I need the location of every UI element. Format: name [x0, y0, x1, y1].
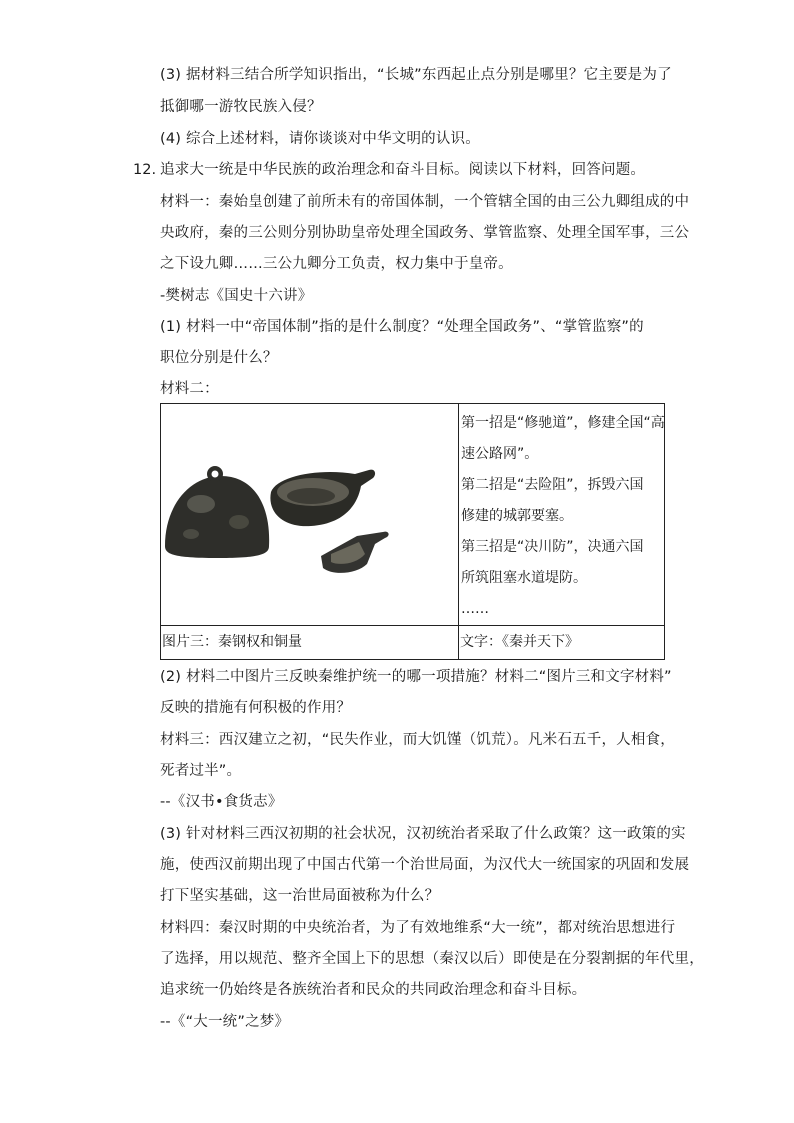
q11-part4: (4) 综合上述材料，请你谈谈对中华文明的认识。: [160, 131, 480, 147]
q12-part2-line2: 反映的措施有何积极的作用？: [160, 700, 352, 716]
material2-table: [160, 403, 665, 660]
q12-part3-line3: 打下坚实基础，这一治世局面被称为什么？: [160, 888, 440, 904]
material4-line3: 追求统一仍始终是各族统治者和民众的共同政治理念和奋斗目标。: [160, 982, 587, 998]
q12-part3-line1: (3) 针对材料三西汉初期的社会状况，汉初统治者采取了什么政策？这一政策的实: [160, 826, 686, 842]
material1-source: -樊树志《国史十六讲》: [160, 288, 313, 304]
question-number-12: 12.: [133, 162, 157, 178]
image-caption: 图片三：秦钢权和铜量: [161, 626, 459, 660]
material2-text-line: 第一招是“修驰道”，修建全国“高: [461, 415, 665, 431]
material1-line3: 之下设九卿……三公九卿分工负责，权力集中于皇帝。: [160, 256, 513, 272]
q12-part2-line1: (2) 材料二中图片三反映秦维护统一的哪一项措施？材料二“图片三和文字材料”: [160, 669, 672, 685]
q11-part3-line1: (3) 据材料三结合所学知识指出，“长城”东西起止点分别是哪里？它主要是为了: [160, 67, 672, 83]
material3-source: --《汉书•食货志》: [160, 794, 283, 810]
material1-line2: 央政府，秦的三公则分别协助皇帝处理全国政务、掌管监察、处理全国军事，三公: [160, 225, 690, 241]
q12-part1-line1: (1) 材料一中“帝国体制”指的是什么制度？“处理全国政务”、“掌管监察”的: [160, 319, 644, 335]
material4-line2: 了选择，用以规范、整齐全国上下的思想（秦汉以后）即使是在分裂割据的年代里，: [160, 951, 704, 967]
material4-source: --《“大一统”之梦》: [160, 1014, 290, 1030]
q12-stem: 追求大一统是中华民族的政治理念和奋斗目标。阅读以下材料，回答问题。: [160, 162, 646, 178]
qin-weight-and-measure-image: [161, 404, 458, 624]
q12-part1-line2: 职位分别是什么？: [160, 350, 278, 366]
material1-line1: 材料一：秦始皇创建了前所未有的帝国体制，一个管辖全国的由三公九卿组成的中: [160, 194, 690, 210]
material2-text-line: ……: [461, 601, 489, 617]
material2-text-line: 第三招是“决川防”，决通六国: [461, 539, 644, 555]
material2-text-line: 第二招是“去险阻”，拆毁六国: [461, 477, 644, 493]
q12-part3-line2: 施，使西汉前期出现了中国古代第一个治世局面，为汉代大一统国家的巩固和发展: [160, 857, 690, 873]
text-caption: 文字：《秦并天下》: [459, 626, 665, 660]
artifact-image-cell: [161, 404, 459, 626]
material2-text-line: 所筑阻塞水道堤防。: [461, 570, 587, 586]
material2-text-line: 修建的城郭要塞。: [461, 508, 573, 524]
material2-text-line: 速公路网”。: [461, 446, 539, 462]
q11-part3-line2: 抵御哪一游牧民族入侵？: [160, 99, 322, 115]
material2-text-cell: [459, 404, 665, 626]
material2-label: 材料二：: [160, 381, 219, 397]
material4-line1: 材料四：秦汉时期的中央统治者，为了有效地维系“大一统”，都对统治思想进行: [160, 920, 676, 936]
material3-line1: 材料三：西汉建立之初，“民失作业，而大饥馑（饥荒）。凡米石五千，人相食，: [160, 732, 675, 748]
material3-line2: 死者过半”。: [160, 763, 242, 779]
